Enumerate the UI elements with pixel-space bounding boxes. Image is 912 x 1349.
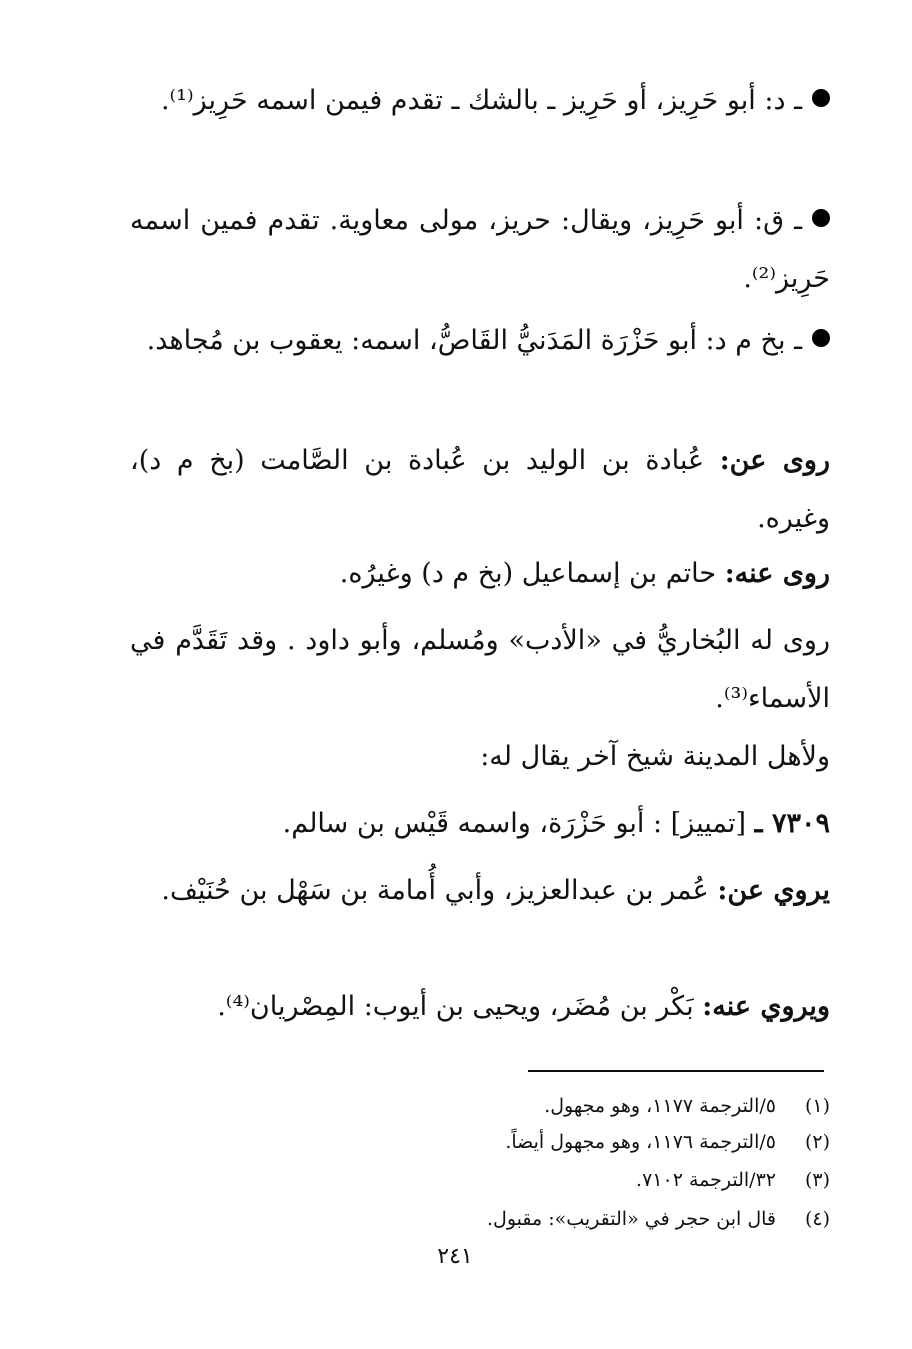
yarwi-anhu-paragraph <box>130 978 830 1036</box>
paragraph-1-text: ـ د: أبو حَرِيز، أو حَرِيز ـ بالشك ـ تقدم فيمن اسمه حَرِيز⁽¹⁾. <box>160 85 802 116</box>
entry-heading <box>130 795 830 853</box>
footnote-1-text: ٥/الترجمة ١١٧٧، وهو مجهول. <box>544 1095 776 1117</box>
ahl-madina-text: ولأهل المدينة شيخ آخر يقال له: <box>480 741 830 772</box>
rawa-anhu-text: حاتم بن إسماعيل (بخ م د) وغيرُه. <box>339 558 717 589</box>
yarwi-anhu-text: بَكْر بن مُضَر، ويحيى بن أيوب: المِصْريان⁽⁴⁾. <box>217 991 694 1022</box>
paragraph-1 <box>130 72 830 130</box>
ahl-madina-paragraph <box>130 728 830 786</box>
yarwi-an-text: عُمر بن عبدالعزيز، وأبي أُمامة بن سَهْل بن حُنَيْف. <box>161 875 709 906</box>
yarwi-an-paragraph <box>130 862 830 920</box>
paragraph-2 <box>130 192 830 308</box>
rawa-an-text: عُبادة بن الوليد بن عُبادة بن الصَّامت (بخ م د)، وغيره. <box>130 445 830 534</box>
footnote-4 <box>130 1207 830 1231</box>
footnote-2 <box>130 1130 830 1154</box>
yarwi-anhu-label: ويروي عنه: <box>702 991 830 1022</box>
rawa-an-paragraph <box>130 432 830 548</box>
footnote-3-number: (٣) <box>804 1169 830 1191</box>
footnote-separator <box>528 1070 824 1072</box>
yarwi-an-label: يروي عن: <box>717 875 830 906</box>
rawa-an-label: روى عن: <box>719 445 830 476</box>
rawa-lahu-paragraph <box>130 612 830 728</box>
footnote-2-text: ٥/الترجمة ١١٧٦، وهو مجهول أيضاً. <box>505 1131 776 1153</box>
bullet-icon <box>812 89 830 107</box>
footnote-4-number: (٤) <box>804 1208 830 1230</box>
paragraph-2-text: ـ ق: أبو حَرِيز، ويقال: حريز، مولى معاوية. تقدم فمين اسمه حَرِيز⁽²⁾. <box>130 205 830 294</box>
rawa-lahu-text: روى له البُخاريُّ في «الأدب» ومُسلم، وأبو داود . وقد تَقَدَّم في الأسماء⁽³⁾. <box>130 625 830 714</box>
paragraph-3-text: ـ بخ م د: أبو حَزْرَة المَدَنيُّ القَاصُّ، اسمه: يعقوب بن مُجاهد. <box>146 325 802 356</box>
footnote-1 <box>130 1094 830 1118</box>
rawa-anhu-label: روى عنه: <box>724 558 830 589</box>
footnote-1-number: (١) <box>804 1095 830 1117</box>
entry-text: [تمييز] : أبو حَزْرَة، واسمه قَيْس بن سالم. <box>282 808 747 839</box>
footnote-4-text: قال ابن حجر في «التقريب»: مقبول. <box>487 1208 776 1230</box>
footnote-3-text: ٣٢/الترجمة ٧١٠٢. <box>636 1169 776 1191</box>
rawa-anhu-paragraph <box>130 545 830 603</box>
footnote-2-number: (٢) <box>804 1131 830 1153</box>
page-number: ٢٤١ <box>437 1244 473 1269</box>
bullet-icon <box>812 209 830 227</box>
paragraph-3 <box>130 312 830 370</box>
bullet-icon <box>812 329 830 347</box>
entry-number: ٧٣٠٩ ـ <box>754 808 830 839</box>
footnote-3 <box>130 1168 830 1192</box>
